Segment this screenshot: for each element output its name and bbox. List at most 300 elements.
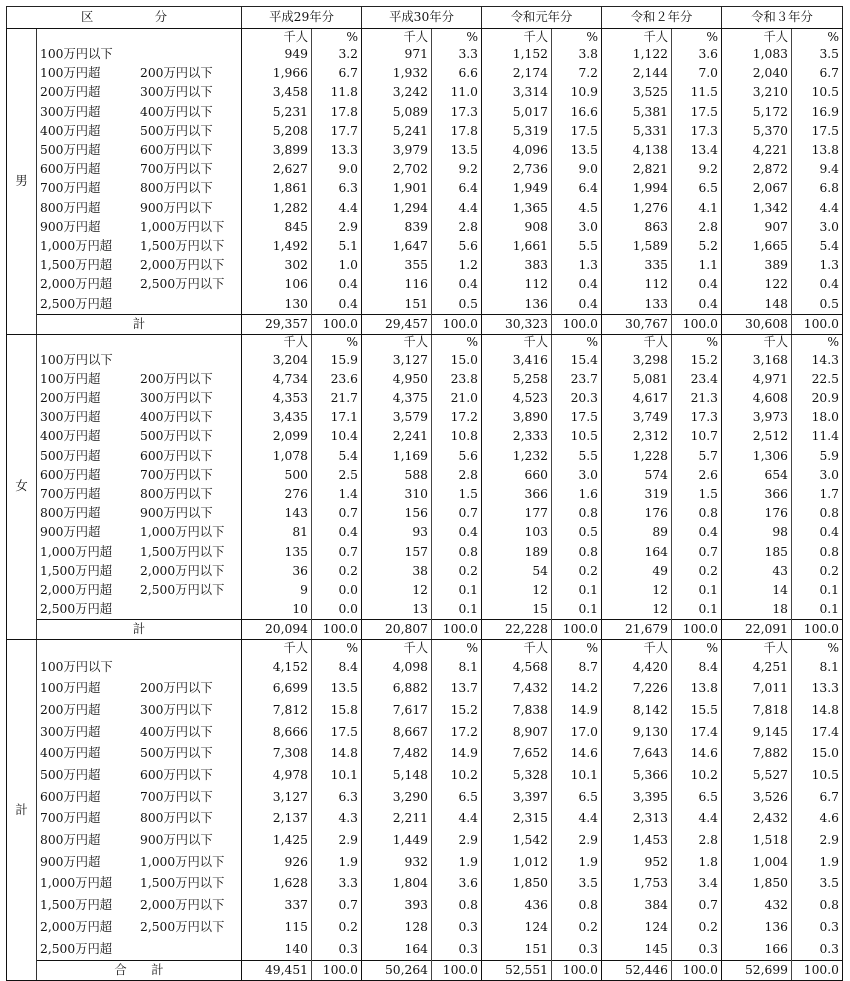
percent-cell: 13.3 <box>312 141 362 160</box>
income-bracket <box>37 45 242 64</box>
bracket-lower: 800万円超 <box>40 506 101 521</box>
percent-cell: 0.4 <box>672 294 722 314</box>
percent-cell: 6.3 <box>312 786 362 808</box>
count-cell: 4,608 <box>752 391 788 406</box>
percent-cell: 15.4 <box>552 351 602 370</box>
table-row <box>7 786 843 808</box>
unit-label: 千人 <box>523 335 548 350</box>
income-table <box>6 6 843 981</box>
bracket-lower: 2,500万円超 <box>40 602 113 617</box>
total-count-cell: 20,094 <box>242 620 312 640</box>
count-cell: 1,228 <box>632 448 668 463</box>
count-cell: 54 <box>532 563 548 578</box>
percent-cell: 9.2 <box>672 160 722 179</box>
percent-cell: 10.1 <box>312 765 362 787</box>
bracket-upper: 1,000万円以下 <box>140 219 225 234</box>
count-cell: 839 <box>404 219 428 234</box>
percent-cell: 0.3 <box>312 938 362 960</box>
percent-cell: 17.2 <box>432 721 482 743</box>
count-cell: 2,821 <box>632 162 668 177</box>
count-cell: 9 <box>300 582 308 597</box>
percent-cell: 4.5 <box>552 199 602 218</box>
count-cell: 189 <box>524 544 548 559</box>
bracket-lower: 1,500万円超 <box>40 563 113 578</box>
count-cell: 4,251 <box>752 659 788 674</box>
count-cell: 908 <box>524 219 548 234</box>
count-cell: 5,331 <box>632 123 668 138</box>
count-cell: 971 <box>404 47 428 62</box>
count-cell: 15 <box>532 602 548 617</box>
percent-cell: 0.3 <box>552 938 602 960</box>
percent-cell: 23.8 <box>432 370 482 389</box>
count-cell: 12 <box>652 602 668 617</box>
count-cell: 1,804 <box>392 876 428 891</box>
percent-cell: 4.4 <box>312 199 362 218</box>
percent-cell: 1.3 <box>792 256 843 275</box>
income-bracket <box>37 917 242 939</box>
count-cell: 130 <box>284 296 308 311</box>
table-row <box>7 351 843 370</box>
income-bracket <box>37 700 242 722</box>
count-cell: 9,145 <box>752 724 788 739</box>
percent-cell: 0.3 <box>792 917 843 939</box>
count-cell: 2,702 <box>392 162 428 177</box>
table-row <box>7 141 843 160</box>
income-bracket <box>37 851 242 873</box>
total-count-cell: 29,457 <box>362 314 432 334</box>
total-count-cell: 52,551 <box>482 960 552 980</box>
bracket-upper: 800万円以下 <box>140 181 213 196</box>
count-cell: 7,652 <box>512 746 548 761</box>
bracket-lower: 800万円超 <box>40 200 101 215</box>
table-row <box>7 485 843 504</box>
percent-cell: 0.1 <box>792 581 843 600</box>
percent-cell: 1.8 <box>672 851 722 873</box>
percent-cell: 9.4 <box>792 160 843 179</box>
bracket-lower: 2,000万円超 <box>40 582 113 597</box>
count-cell: 337 <box>284 898 308 913</box>
percent-cell: 5.6 <box>432 237 482 256</box>
count-cell: 863 <box>644 219 668 234</box>
percent-cell: 4.4 <box>672 808 722 830</box>
count-cell: 3,397 <box>512 789 548 804</box>
unit-label: 千人 <box>403 335 428 350</box>
count-cell: 654 <box>764 467 788 482</box>
percent-cell: 2.9 <box>432 830 482 852</box>
table-row <box>7 851 843 873</box>
total-percent-cell: 100.0 <box>552 620 602 640</box>
bracket-lower: 100万円超 <box>40 66 101 81</box>
group-label: 男 <box>7 29 37 335</box>
percent-cell: 0.7 <box>312 895 362 917</box>
unit-label: % <box>552 29 602 46</box>
bracket-upper: 600万円以下 <box>140 768 213 783</box>
percent-cell: 16.6 <box>552 103 602 122</box>
count-cell: 1,932 <box>392 66 428 81</box>
count-cell: 302 <box>284 258 308 273</box>
count-cell: 1,901 <box>392 181 428 196</box>
bracket-upper: 500万円以下 <box>140 429 213 444</box>
percent-cell: 0.4 <box>672 523 722 542</box>
unit-spacer <box>37 29 242 46</box>
table-row <box>7 294 843 314</box>
percent-cell: 13.8 <box>672 678 722 700</box>
percent-cell: 9.0 <box>312 160 362 179</box>
percent-cell: 1.9 <box>792 851 843 873</box>
percent-cell: 13.3 <box>792 678 843 700</box>
total-row <box>7 314 843 334</box>
percent-cell: 17.3 <box>672 408 722 427</box>
table-row <box>7 721 843 743</box>
percent-cell: 3.3 <box>312 873 362 895</box>
bracket-lower: 300万円超 <box>40 724 101 739</box>
bracket-upper: 600万円以下 <box>140 143 213 158</box>
count-cell: 136 <box>524 296 548 311</box>
percent-cell: 6.5 <box>672 179 722 198</box>
percent-cell: 0.8 <box>792 504 843 523</box>
income-bracket <box>37 765 242 787</box>
count-cell: 4,734 <box>272 371 308 386</box>
bracket-lower: 200万円超 <box>40 391 101 406</box>
count-cell: 1,753 <box>632 876 668 891</box>
count-cell: 166 <box>764 941 788 956</box>
table-row <box>7 873 843 895</box>
income-bracket <box>37 237 242 256</box>
count-cell: 5,319 <box>512 123 548 138</box>
count-cell: 907 <box>764 219 788 234</box>
total-count-cell: 50,264 <box>362 960 432 980</box>
percent-cell: 0.8 <box>432 895 482 917</box>
percent-cell: 1.9 <box>312 851 362 873</box>
count-cell: 2,872 <box>752 162 788 177</box>
table-row <box>7 562 843 581</box>
percent-cell: 10.9 <box>552 83 602 102</box>
income-bracket <box>37 256 242 275</box>
unit-label: 千人 <box>403 29 428 44</box>
percent-cell: 0.8 <box>792 895 843 917</box>
count-cell: 124 <box>644 919 668 934</box>
count-cell: 3,168 <box>752 352 788 367</box>
count-cell: 7,812 <box>272 702 308 717</box>
unit-label: % <box>672 640 722 657</box>
unit-label: 千人 <box>283 640 308 655</box>
income-bracket <box>37 743 242 765</box>
count-cell: 5,208 <box>272 123 308 138</box>
percent-cell: 14.8 <box>312 743 362 765</box>
percent-cell: 0.2 <box>312 917 362 939</box>
unit-label: % <box>792 640 843 657</box>
unit-label: 千人 <box>403 640 428 655</box>
count-cell: 4,353 <box>272 391 308 406</box>
year-header: 平成30年分 <box>362 7 482 29</box>
count-cell: 845 <box>284 219 308 234</box>
percent-cell: 3.8 <box>552 45 602 64</box>
bracket-lower: 300万円超 <box>40 104 101 119</box>
percent-cell: 0.2 <box>672 562 722 581</box>
percent-cell: 10.4 <box>312 427 362 446</box>
percent-cell: 4.6 <box>792 808 843 830</box>
count-cell: 124 <box>524 919 548 934</box>
unit-label: % <box>672 334 722 351</box>
year-header: 令和３年分 <box>722 7 843 29</box>
count-cell: 93 <box>412 525 428 540</box>
percent-cell: 0.1 <box>552 581 602 600</box>
percent-cell: 5.2 <box>672 237 722 256</box>
table-row <box>7 389 843 408</box>
count-cell: 1,542 <box>512 833 548 848</box>
bracket-upper: 600万円以下 <box>140 448 213 463</box>
count-cell: 3,458 <box>272 85 308 100</box>
percent-cell: 9.2 <box>432 160 482 179</box>
percent-cell: 5.4 <box>792 237 843 256</box>
percent-cell: 17.8 <box>432 122 482 141</box>
percent-cell: 0.4 <box>312 523 362 542</box>
total-percent-cell: 100.0 <box>672 620 722 640</box>
count-cell: 145 <box>644 941 668 956</box>
total-count-cell: 22,091 <box>722 620 792 640</box>
count-cell: 4,375 <box>392 391 428 406</box>
percent-cell: 0.1 <box>672 600 722 620</box>
total-count-cell: 52,699 <box>722 960 792 980</box>
count-cell: 4,568 <box>512 659 548 674</box>
percent-cell: 1.2 <box>432 256 482 275</box>
unit-row <box>7 29 843 46</box>
table-row <box>7 678 843 700</box>
count-cell: 1,232 <box>512 448 548 463</box>
total-count-cell: 21,679 <box>602 620 672 640</box>
income-bracket <box>37 351 242 370</box>
income-bracket <box>37 485 242 504</box>
table-row <box>7 600 843 620</box>
bracket-upper: 1,000万円以下 <box>140 854 225 869</box>
count-cell: 2,627 <box>272 162 308 177</box>
count-cell: 319 <box>644 487 668 502</box>
percent-cell: 8.7 <box>552 656 602 678</box>
bracket-upper: 400万円以下 <box>140 410 213 425</box>
percent-cell: 11.4 <box>792 427 843 446</box>
count-cell: 38 <box>412 563 428 578</box>
percent-cell: 1.3 <box>552 256 602 275</box>
bracket-upper: 1,000万円以下 <box>140 525 225 540</box>
percent-cell: 1.5 <box>672 485 722 504</box>
total-percent-cell: 100.0 <box>672 960 722 980</box>
total-percent-cell: 100.0 <box>312 314 362 334</box>
bracket-upper: 2,500万円以下 <box>140 582 225 597</box>
count-cell: 2,211 <box>392 811 428 826</box>
percent-cell: 17.3 <box>672 122 722 141</box>
count-cell: 135 <box>284 544 308 559</box>
percent-cell: 14.8 <box>792 700 843 722</box>
bracket-lower: 1,000万円超 <box>40 238 113 253</box>
percent-cell: 4.4 <box>432 199 482 218</box>
percent-cell: 0.8 <box>792 543 843 562</box>
count-cell: 1,083 <box>752 47 788 62</box>
group-label: 女 <box>7 334 37 640</box>
total-count-cell: 30,767 <box>602 314 672 334</box>
count-cell: 7,882 <box>752 746 788 761</box>
bracket-upper: 200万円以下 <box>140 681 213 696</box>
bracket-upper: 1,500万円以下 <box>140 544 225 559</box>
bracket-lower: 400万円超 <box>40 746 101 761</box>
percent-cell: 0.8 <box>552 543 602 562</box>
percent-cell: 17.8 <box>312 103 362 122</box>
bracket-upper: 900万円以下 <box>140 506 213 521</box>
count-cell: 5,017 <box>512 104 548 119</box>
count-cell: 103 <box>524 525 548 540</box>
count-cell: 2,512 <box>752 429 788 444</box>
percent-cell: 3.6 <box>432 873 482 895</box>
percent-cell: 0.3 <box>432 938 482 960</box>
percent-cell: 17.3 <box>432 103 482 122</box>
percent-cell: 1.9 <box>552 851 602 873</box>
percent-cell: 6.4 <box>552 179 602 198</box>
income-bracket <box>37 721 242 743</box>
count-cell: 156 <box>404 506 428 521</box>
percent-cell: 18.0 <box>792 408 843 427</box>
income-bracket <box>37 83 242 102</box>
bracket-lower: 900万円超 <box>40 854 101 869</box>
percent-cell: 0.8 <box>552 895 602 917</box>
count-cell: 5,328 <box>512 768 548 783</box>
unit-label: % <box>672 29 722 46</box>
percent-cell: 2.6 <box>672 466 722 485</box>
percent-cell: 2.5 <box>312 466 362 485</box>
percent-cell: 15.2 <box>672 351 722 370</box>
total-count-cell: 20,807 <box>362 620 432 640</box>
bracket-lower: 2,000万円超 <box>40 919 113 934</box>
count-cell: 3,290 <box>392 789 428 804</box>
percent-cell: 0.7 <box>312 543 362 562</box>
count-cell: 3,973 <box>752 410 788 425</box>
percent-cell: 4.3 <box>312 808 362 830</box>
total-percent-cell: 100.0 <box>432 960 482 980</box>
table-row <box>7 64 843 83</box>
percent-cell: 0.4 <box>792 275 843 294</box>
count-cell: 4,420 <box>632 659 668 674</box>
percent-cell: 23.4 <box>672 370 722 389</box>
count-cell: 1,122 <box>632 47 668 62</box>
count-cell: 4,138 <box>632 143 668 158</box>
income-bracket <box>37 408 242 427</box>
percent-cell: 3.2 <box>312 45 362 64</box>
total-row <box>7 620 843 640</box>
percent-cell: 8.1 <box>792 656 843 678</box>
count-cell: 176 <box>644 506 668 521</box>
percent-cell: 2.8 <box>672 830 722 852</box>
percent-cell: 2.8 <box>432 218 482 237</box>
count-cell: 949 <box>284 47 308 62</box>
bracket-lower: 100万円超 <box>40 371 101 386</box>
percent-cell: 15.8 <box>312 700 362 722</box>
percent-cell: 2.9 <box>552 830 602 852</box>
unit-label: 千人 <box>523 640 548 655</box>
table-row <box>7 427 843 446</box>
bracket-upper: 900万円以下 <box>140 833 213 848</box>
count-cell: 7,308 <box>272 746 308 761</box>
table-row <box>7 160 843 179</box>
income-bracket <box>37 562 242 581</box>
count-cell: 1,453 <box>632 833 668 848</box>
percent-cell: 8.4 <box>312 656 362 678</box>
count-cell: 1,861 <box>272 181 308 196</box>
income-bracket <box>37 895 242 917</box>
percent-cell: 10.5 <box>792 765 843 787</box>
total-count-cell: 30,323 <box>482 314 552 334</box>
percent-cell: 16.9 <box>792 103 843 122</box>
percent-cell: 15.0 <box>792 743 843 765</box>
bracket-lower: 500万円超 <box>40 143 101 158</box>
count-cell: 1,966 <box>272 66 308 81</box>
percent-cell: 0.2 <box>672 917 722 939</box>
percent-cell: 2.8 <box>672 218 722 237</box>
percent-cell: 8.1 <box>432 656 482 678</box>
percent-cell: 0.7 <box>672 543 722 562</box>
count-cell: 2,315 <box>512 811 548 826</box>
count-cell: 389 <box>764 258 788 273</box>
unit-label: 千人 <box>643 29 668 44</box>
percent-cell: 5.5 <box>552 237 602 256</box>
percent-cell: 17.7 <box>312 122 362 141</box>
percent-cell: 14.6 <box>552 743 602 765</box>
bracket-lower: 1,000万円超 <box>40 544 113 559</box>
percent-cell: 7.2 <box>552 64 602 83</box>
bracket-lower: 100万円以下 <box>40 659 113 674</box>
income-bracket <box>37 179 242 198</box>
count-cell: 4,152 <box>272 659 308 674</box>
percent-cell: 20.3 <box>552 389 602 408</box>
percent-cell: 13.7 <box>432 678 482 700</box>
percent-cell: 17.1 <box>312 408 362 427</box>
percent-cell: 14.9 <box>552 700 602 722</box>
count-cell: 7,226 <box>632 681 668 696</box>
percent-cell: 5.5 <box>552 447 602 466</box>
count-cell: 3,979 <box>392 143 428 158</box>
bracket-upper: 2,000万円以下 <box>140 563 225 578</box>
percent-cell: 0.4 <box>432 523 482 542</box>
count-cell: 5,081 <box>632 371 668 386</box>
unit-label: % <box>792 334 843 351</box>
count-cell: 3,204 <box>272 352 308 367</box>
bracket-upper: 700万円以下 <box>140 162 213 177</box>
percent-cell: 3.0 <box>792 466 843 485</box>
count-cell: 310 <box>404 487 428 502</box>
count-cell: 12 <box>652 582 668 597</box>
count-cell: 4,098 <box>392 659 428 674</box>
bracket-lower: 600万円超 <box>40 789 101 804</box>
count-cell: 12 <box>412 582 428 597</box>
percent-cell: 17.4 <box>672 721 722 743</box>
income-bracket <box>37 600 242 620</box>
table-row <box>7 938 843 960</box>
count-cell: 3,525 <box>632 85 668 100</box>
total-label: 合 計 <box>37 960 242 980</box>
percent-cell: 13.4 <box>672 141 722 160</box>
income-bracket <box>37 830 242 852</box>
header-row <box>7 7 843 29</box>
count-cell: 2,432 <box>752 811 788 826</box>
count-cell: 12 <box>532 582 548 597</box>
count-cell: 7,818 <box>752 702 788 717</box>
unit-label: % <box>432 640 482 657</box>
income-bracket <box>37 294 242 314</box>
count-cell: 112 <box>524 277 548 292</box>
percent-cell: 6.5 <box>672 786 722 808</box>
count-cell: 14 <box>772 582 788 597</box>
income-bracket <box>37 427 242 446</box>
income-bracket <box>37 218 242 237</box>
count-cell: 1,449 <box>392 833 428 848</box>
unit-label: 千人 <box>283 335 308 350</box>
